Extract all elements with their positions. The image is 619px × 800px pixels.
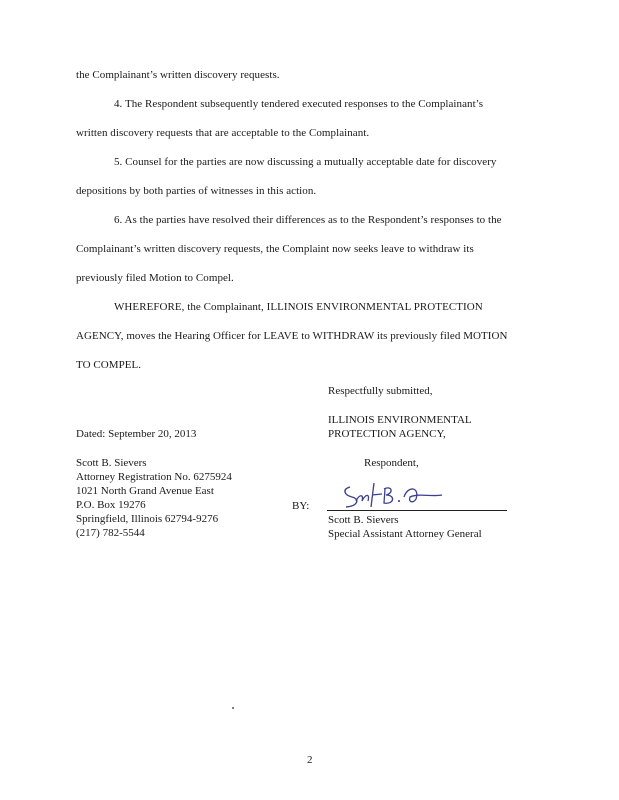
- body-line: AGENCY, moves the Hearing Officer for LEAVE to WITHDRAW its previously filed MOTION: [76, 330, 508, 342]
- body-line: the Complainant’s written discovery requests.: [76, 69, 280, 81]
- attorney-phone: (217) 782-5544: [76, 527, 145, 539]
- scan-speck: [232, 707, 234, 709]
- paragraph-4-line: 4. The Respondent subsequently tendered executed responses to the Complainant’s: [114, 98, 484, 110]
- party-name-line-1: ILLINOIS ENVIRONMENTAL: [328, 414, 472, 426]
- page-number: 2: [307, 754, 313, 766]
- signature-line: [327, 510, 507, 511]
- attorney-name: Scott B. Sievers: [76, 457, 147, 469]
- dated-line: Dated: September 20, 2013: [76, 428, 197, 440]
- body-line: written discovery requests that are acceptable to the Complainant.: [76, 127, 370, 139]
- attorney-address: 1021 North Grand Avenue East: [76, 485, 214, 497]
- wherefore-line: WHEREFORE, the Complainant, ILLINOIS ENVIRONMENTAL PROTECTION: [114, 301, 483, 313]
- body-line: TO COMPEL.: [76, 359, 142, 371]
- respondent-label: Respondent,: [364, 457, 419, 469]
- paragraph-6-line: 6. As the parties have resolved their differences as to the Respondent’s responses to the: [114, 214, 502, 226]
- by-label: BY:: [292, 500, 310, 512]
- attorney-city: Springfield, Illinois 62794-9276: [76, 513, 219, 525]
- party-name-line-2: PROTECTION AGENCY,: [328, 428, 446, 440]
- body-line: depositions by both parties of witnesses in this action.: [76, 185, 317, 197]
- signature: [338, 479, 448, 513]
- signer-name: Scott B. Sievers: [328, 514, 399, 526]
- body-line: Complainant’s written discovery requests, the Complaint now seeks leave to withdraw its: [76, 243, 474, 255]
- paragraph-5-line: 5. Counsel for the parties are now discussing a mutually acceptable date for discovery: [114, 156, 497, 168]
- signature-icon: [338, 479, 448, 513]
- body-line: previously filed Motion to Compel.: [76, 272, 234, 284]
- closing-text: Respectfully submitted,: [328, 385, 433, 397]
- attorney-registration: Attorney Registration No. 6275924: [76, 471, 232, 483]
- attorney-po-box: P.O. Box 19276: [76, 499, 146, 511]
- signer-title: Special Assistant Attorney General: [328, 528, 482, 540]
